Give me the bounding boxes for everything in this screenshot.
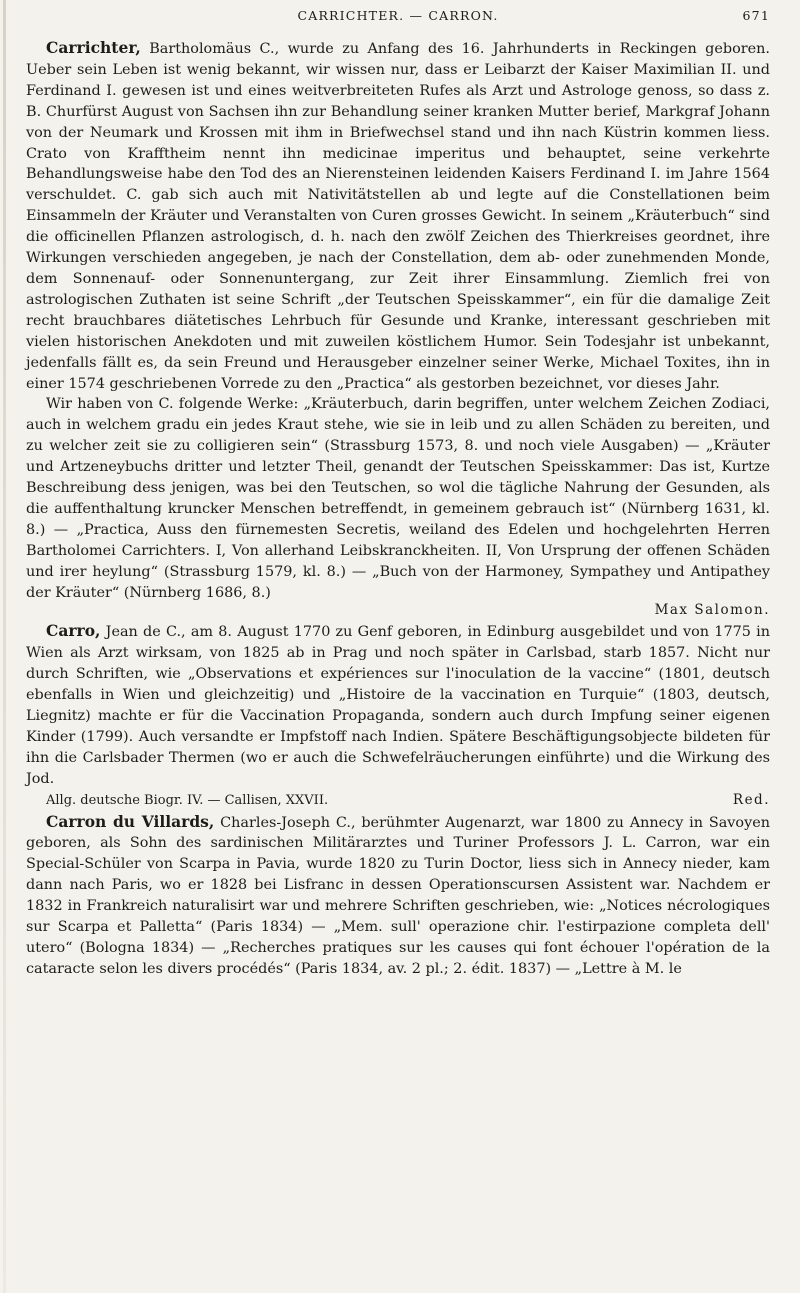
page-number: 671 [742,8,770,23]
binding-edge [3,0,6,1293]
entry-head-carro: Carro, [46,621,101,641]
entry-text-carron: Charles-Joseph C., berühmter Augenarzt, war 1800 zu Annecy in Savoyen geboren, als Sohn des sardinischen Militärarztes und Turiner Professors J. L. Carron, war ein Special-Schüler von Scarpa in Pavia, wurde 1820 zu Turin Doctor, liess sich in Annecy nieder, kam dann nach Paris, wo er 1828 bei Lisfranc in dessen Operationscursen Assistent war. Nachdem er 1832 in Frankreich naturalisirt war und mehrere Schriften geschrieben, wie: „Notices nécrologiques sur Scarpa et Palletta“ (Paris 1834) — „Mem. sull' operazione chir. l'estirpazione completa dell' utero“ (Bologna 1834) — „Recherches pratiques sur les causes qui font échouer l'opération de la cataracte selon les divers procédés“ (Paris 1834, av. 2 pl.; 2. édit. 1837) — „Lettre à M. le [26,814,771,977]
entry-carro [26,621,770,789]
signature-carro: Red. [732,791,770,808]
entry-carrichter [26,38,770,394]
entry-head-carron: Carron du Villards, [46,811,215,831]
entry-carron [26,812,770,980]
running-head [26,8,770,30]
article-body [26,38,770,980]
entry-text-carro: Jean de C., am 8. August 1770 zu Genf geboren, in Edinburg ausgebildet und von 1775 in Wien als Arzt wirksam, von 1825 ab in Prag und noch später in Carlsbad, starb 1857. Nicht nur durch Schriften, wie „Observations et expériences sur l'inoculation de la vaccine“ (1801, deutsch ebenfalls in Wien und gleichzeitig) und „Histoire de la vaccination en Turquie“ (1803, deutsch, Liegnitz) machte er für die Vaccination Propaganda, sondern auch durch Impfung seiner eigenen Kinder (1799). Auch versandte er Impfstoff nach Indien. Spätere Beschäftigungsobjecte bildeten für ihn die Carlsbader Thermen (wo er auch die Schwefelräucherungen einführte) und die Wirkung des Jod. [26,624,770,787]
entry-text-carrichter: Bartholomäus C., wurde zu Anfang des 16. Jahrhunderts in Reckingen geboren. Ueber sein Leben ist wenig bekannt, wir wissen nur, dass er Leibarzt der Kaiser Maximilian II. und Ferdinand I. gewesen ist und eines weitverbreiteten Rufes als Arzt und Astrologe genoss, so dass z. B. Churfürst August von Sachsen ihn zur Behandlung seiner kranken Mutter berief, Markgraf Johann von der Neumark und Krossen mit ihm in Briefwechsel stand und ihn nach Küstrin kommen liess. Crato von Krafftheim nennt ihn medicinae imperitus und behauptet, seine verkehrte Behandlungsweise habe den Tod des an Nierensteinen leidenden Kaisers Ferdinand I. im Jahre 1564 verschuldet. C. gab sich auch mit Nativitätstellen ab und legte auf die Constellationen beim Einsammeln der Kräuter und Veranstalten von Curen grosses Gewicht. In seinem „Kräuterbuch“ sind die officinellen Pflanzen astrologisch, d. h. nach den zwölf Zeichen des Thierkreises geordnet, ihre Wirkungen verschieden angegeben, je nach der Constellation, dem ab- oder zunehmenden Monde, dem Sonnenauf- oder Sonnenuntergang, zur Zeit ihrer Einsammlung. Ziemlich frei von astrologischen Zuthaten ist seine Schrift „der Teutschen Speisskammer“, ein für die damalige Zeit recht brauchbares diätetisches Lehrbuch für Gesunde und Kranke, interessant geschrieben mit vielen historischen Anekdoten und mit zuweilen köstlichem Humor. Sein Todesjahr ist unbekannt, jedenfalls fällt es, da sein Freund und Herausgeber einzelner seiner Werke, Michael Toxites, ihn in einer 1574 geschriebenen Vorrede zu den „Practica“ als gestorben bezeichnet, vor dieses Jahr. [26,41,770,392]
entry-head-carrichter: Carrichter, [46,38,141,57]
carrichter-works: Wir haben von C. folgende Werke: „Kräuterbuch, darin begriffen, unter welchem Zeichen Zodiaci, auch in welchem gradu ein jedes Kraut stehe, wie sie in leib und zu allen Schäden zu bereiten, und zu welcher zeit sie zu colligieren sein“ (Strassburg 1573, 8. und noch viele Ausgaben) — „Kräuter und Artzeneybuchs dritter und letzter Theil, genandt der Teutschen Speisskammer: Das ist, Kurtze Beschreibung dess jenigen, was bei den Teutschen, so wol die tägliche Nahrung der Gesunden, als die auffenthaltung kruncker Menschen betreffendt, in gemeinem gebrauch ist“ (Nürnberg 1631, kl. 8.) — „Practica, Auss den fürnemesten Secretis, weiland des Edelen und hochgelehrten Herren Bartholomei Carrichters. I, Von allerhand Leibskranckheiten. II, Von Ursprung der offenen Schäden und irer heylung“ (Strassburg 1579, kl. 8.) — „Buch von der Harmoney, Sympathey und Antipathey der Kräuter“ (Nürnberg 1686, 8.) [26,396,770,601]
carro-footer [26,790,770,812]
reference-carro: Allg. deutsche Biogr. IV. — Callisen, XXVII. [46,792,329,808]
running-head-title: CARRICHTER. — CARRON. [297,8,499,23]
signature-carrichter: Max Salomon. [654,602,770,619]
